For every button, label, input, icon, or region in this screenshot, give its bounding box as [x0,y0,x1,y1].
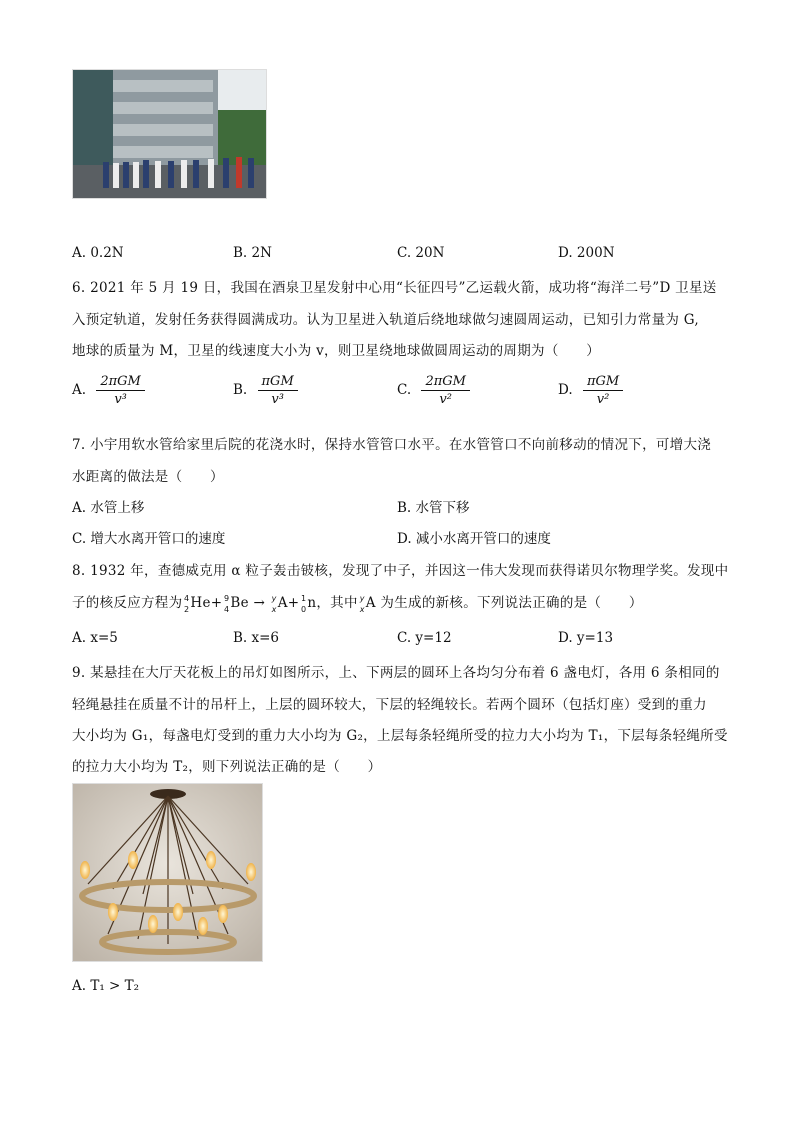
chandelier-photo [72,783,263,962]
q5-option-d: D. 200N [558,245,615,261]
q5-option-c: C. 20N [397,245,445,261]
q5-option-b: B. 2N [233,245,272,261]
q9-line-3: 大小均为 G₁，每盏电灯受到的重力大小均为 G₂，上层每条轻绳所受的拉力大小均为 T₁，下层每条轻绳所受 [72,728,728,744]
q7-line-1: 7. 小宇用软水管给家里后院的花浇水时，保持水管管口水平。在水管管口不向前移动的情况下，可增大浇 [72,437,712,453]
q9-option-a: A. T₁ > T₂ [72,978,140,994]
q7-option-b: B. 水管下移 [397,500,470,516]
q8-line-2: 子的核反应方程为 4 2 He+ 9 4 Be → y x A+ 1 0 n，其中 y x A 为生成的新核。下列说法正确的是（ ） [72,593,643,614]
q6-option-b: B. $\frac{\text{πGM}}{\text{v³}}$ [233,374,298,407]
q5-option-a: A. 0.2N [72,245,124,261]
q9-line-1: 9. 某悬挂在大厅天花板上的吊灯如图所示，上、下两层的圆环上各均匀分布着 6 盏电灯，各用 6 条相同的 [72,665,720,681]
q8-option-a: A. x=5 [72,630,118,646]
q9-line-2: 轻绳悬挂在质量不计的吊杆上，上层的圆环较大，下层的轻绳较长。若两个圆环（包括灯座）受到的重力 [72,697,707,713]
q6-line-3: 地球的质量为 M，卫星的线速度大小为 v，则卫星绕地球做圆周运动的周期为（ ） [72,343,601,359]
q6-line-2: 入预定轨道，发射任务获得圆满成功。认为卫星进入轨道后绕地球做匀速圆周运动，已知引力常量为 G, [72,312,699,328]
building-photo [72,69,267,199]
q7-option-c: C. 增大水离开管口的速度 [72,531,226,547]
q6-line-1: 6. 2021 年 5 月 19 日，我国在酒泉卫星发射中心用“长征四号”乙运载火箭，成功将“海洋二号”D 卫星送 [72,280,717,296]
q8-line-1: 8. 1932 年，查德威克用 α 粒子轰击铍核，发现了中子，并因这一伟大发现而获得诺贝尔物理学奖。发现中 [72,563,729,579]
q8-option-b: B. x=6 [233,630,280,646]
q6-option-c: C. $\frac{\text{2πGM}}{\text{v²}}$ [397,374,470,407]
q6-option-d: D. $\frac{\text{πGM}}{\text{v²}}$ [558,374,623,407]
q6-option-a: A. $\frac{\text{2πGM}}{\text{v³}}$ [72,374,145,407]
q8-option-c: C. y=12 [397,630,452,646]
q7-option-d: D. 减小水离开管口的速度 [397,531,551,547]
q7-option-a: A. 水管上移 [72,500,145,516]
q9-line-4: 的拉力大小均为 T₂，则下列说法正确的是（ ） [72,759,382,775]
q7-line-2: 水距离的做法是（ ） [72,469,224,485]
q8-option-d: D. y=13 [558,630,614,646]
